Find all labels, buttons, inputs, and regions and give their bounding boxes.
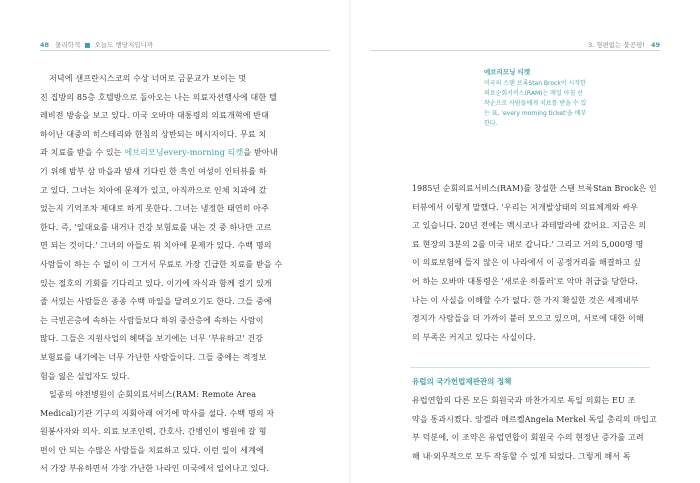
text-line: 서 가장 부유하면서 가장 가난한 나라인 미국에서 일어나고 있다.	[40, 464, 270, 474]
text-line: 의 부족은 커지고 있다는 사실이다.	[412, 332, 536, 342]
text-line: 약을 통과시켰다. 앙겔라 메르켈Angela Merkel 독일 총리의 마입고	[412, 414, 657, 424]
text-line: 었는지 기억조차 제대로 하게 못한다. 그녀는 냉정한 태연히 아주	[40, 204, 270, 214]
text-line: 진 집방의 85층 호텔방으로 돌아오는 나는 의료자선행사에 대한 텔	[40, 92, 277, 102]
text-line: 편이 안 되는 수많은 사람들을 치료하고 있다. 이런 일이 세계에	[40, 445, 264, 455]
text-line: 있는 절호의 기회를 기다리고 있다. 이기에 자식과 함께 걸기 있게	[40, 278, 272, 288]
left-page-number: 48	[40, 41, 50, 49]
text-line: 많다. 그들은 지원사업의 혜택을 보기에는 너무 '부유하고' 건강	[40, 334, 264, 344]
text-line: 기 위해 밤부 삼 마을과 밤새 기다린 한 흑인 여성이 인터뷰를 하	[40, 166, 267, 176]
right-running-head	[588, 40, 660, 49]
text-line: Medical)기관 기구의 지회아래 여기에 막사를 설다. 수백 명의 자	[40, 408, 275, 418]
text-line: 유럽연합의 다른 모든 회원국과 마찬가지로 독일 의회는 EU 조	[412, 396, 636, 405]
left-running-title: 오늘도 행당지입니까	[94, 41, 154, 49]
right-body-text	[412, 180, 657, 347]
text-line: 하이난 대중의 히스테리와 한침의 상반되는 메시지이다. 무료 치	[40, 129, 267, 139]
text-line: 줄 서있는 사람들은 종종 수백 마일을 달려오기도 한다. 그들 중에	[40, 297, 272, 307]
text-line: 어 하는 오바마 대통령은 '새로운 히틀러'로 악마 취급을 당한다.	[412, 276, 638, 286]
right-header-rule	[370, 50, 660, 51]
sidenote-line: 미국의 스탠 브록Stan Brock이 시작한	[484, 80, 586, 87]
right-page-number: 49	[650, 41, 660, 49]
text-line: 험을 잃은 실업자도 있다.	[40, 371, 130, 381]
sidenote-body	[484, 79, 654, 129]
highlight-term: 에브리모닝every-morning 티켓	[124, 148, 244, 158]
bullet-icon: ■	[84, 41, 91, 49]
text-line: 레비전 방송을 보고 있다. 미국 오바마 대통령의 의료개혁에 반대	[40, 111, 270, 121]
section-body-text	[412, 392, 657, 466]
left-running-head	[40, 40, 153, 49]
sidenote-line: 의료순회서비스(RAM)는 매일 아침 선	[484, 90, 583, 97]
sidenote-line: 착순으로 사람들에게 치료를 받을 수 있	[484, 100, 587, 107]
sidenote-title: 에브리모닝 티켓	[484, 68, 531, 76]
text-line: 원봉사자와 의사. 의료 보조인력, 간호사. 간병인이 병원에 갈 형	[40, 427, 267, 437]
text-line: 과 치료를 받을 수 있는 에브리모닝every-morning 티켓을 받아내	[40, 148, 278, 158]
text-line: 경지가 사람들을 더 가까이 붙러 모으고 있으며, 서로에 대한 이해	[412, 314, 644, 324]
text-line: 한다. 즉, '일대요를 내거나 건강 보험료를 내는 것 중 하나만 고르	[40, 222, 272, 232]
text-line: 료 현장의 3분의 2를 미국 내로 갑니다.' 그리고 거의 5,000명 명	[412, 239, 644, 249]
text-line: 사람들이 하는 수 없이 이 그거서 무료로 가장 긴급한 치료를 받을 수	[40, 259, 283, 269]
text-line: 일종의 야전병원이 순회의료서비스(RAM: Remote Area	[49, 390, 257, 400]
right-running-title: 3. 형편없는 불공평!	[587, 41, 645, 49]
spine-gutter	[349, 0, 351, 483]
left-body-text	[40, 70, 330, 479]
text-line: 는 극빈곤층에 속하는 사람들보다 하위 중산층에 속하는 사람이	[40, 315, 264, 325]
text-line: 해 내·외무적으로 모두 작동할 수 있게 되었다. 그렇게 해서 독	[412, 451, 631, 461]
text-line: 고 있습니다. 20년 전에는 멕시코나 과테말라에 갔어요. 지금은 의	[412, 221, 647, 231]
sidenote	[484, 67, 654, 129]
section-rule	[410, 367, 650, 368]
book-title: 물리학적	[55, 41, 81, 49]
sidenote-line: 는 표, 'every morning ticket'을 배부	[484, 110, 587, 117]
text-line: 터뷰에서 이렇게 말했다. '우리는 저개발상태의 의료체계와 싸우	[412, 202, 639, 212]
text-line: 면 되는 것이다.' 그녀의 아들도 뭐 치아에 문제가 있다. 수백 명의	[40, 241, 272, 251]
text-line: 고 있다. 그녀는 치아에 문제가 있고, 아직까으로 인체 치과에 갔	[40, 185, 267, 195]
text-line: 1985년 순회의료서비스(RAM)를 창설한 스탠 브록Stan Brock은 인	[412, 184, 657, 193]
section-heading: 유럽의 국가헌법재판관의 정책	[412, 377, 512, 386]
sidenote-line: 한다.	[484, 120, 498, 127]
left-header-rule	[40, 50, 330, 51]
text-line: 나는 이 사실을 이해할 수가 없다. 한 가지 확실한 것은 세계내부	[412, 295, 639, 305]
text-line: 부 덕분에, 이 조약은 유럽연합이 회원국 수의 현정난 증가를 고려	[412, 433, 644, 443]
text-line: 저녁에 샌프란시스코의 수상 너머로 금문교가 보이는 멋	[49, 74, 247, 83]
text-line: 보험료를 내기에는 너무 가난한 사람들이다. 그들 중에는 적정보	[40, 352, 267, 362]
text-line: 이 의료보험에 들지 않은 이 나라에서 이 공정거리를 해결하고 싶	[412, 258, 642, 268]
